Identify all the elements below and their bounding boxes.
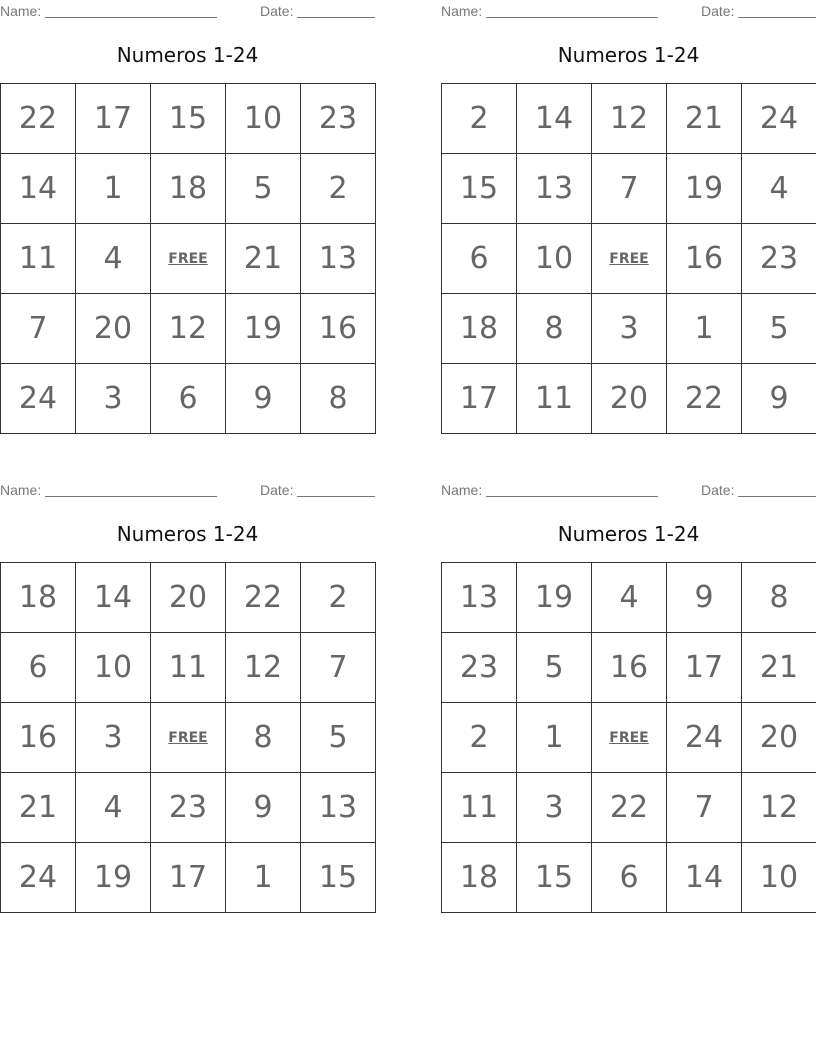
- grid-row: [442, 154, 816, 224]
- number-cell: 10: [226, 84, 301, 154]
- number-cell: 14: [1, 154, 76, 224]
- grid-row: [442, 224, 816, 294]
- number-cell: 15: [151, 84, 226, 154]
- number-cell: 13: [301, 773, 376, 843]
- grid-row: [1, 563, 376, 633]
- number-cell: 1: [76, 154, 151, 224]
- bingo-card: [0, 0, 375, 435]
- number-cell: 20: [742, 703, 816, 773]
- number-cell: 19: [667, 154, 742, 224]
- number-cell: 16: [301, 294, 376, 364]
- grid-row: [1, 703, 376, 773]
- date-label: Date:: [701, 482, 735, 498]
- number-cell: 17: [151, 843, 226, 913]
- bingo-grid: [441, 83, 816, 434]
- card-header: [441, 482, 816, 498]
- number-cell: 20: [151, 563, 226, 633]
- number-cell: 14: [667, 843, 742, 913]
- free-space-cell: FREE: [151, 703, 226, 773]
- number-cell: 8: [517, 294, 592, 364]
- number-cell: 16: [667, 224, 742, 294]
- number-cell: 5: [301, 703, 376, 773]
- number-cell: 21: [667, 84, 742, 154]
- number-cell: 3: [76, 703, 151, 773]
- date-blank-line: [738, 496, 816, 497]
- number-cell: 12: [226, 633, 301, 703]
- number-cell: 20: [592, 364, 667, 434]
- date-blank-line: [297, 17, 375, 18]
- date-label: Date:: [260, 3, 294, 19]
- bingo-card: [441, 0, 816, 435]
- number-cell: 12: [592, 84, 667, 154]
- number-cell: 3: [592, 294, 667, 364]
- grid-row: [1, 843, 376, 913]
- number-cell: 15: [301, 843, 376, 913]
- grid-row: [442, 84, 816, 154]
- grid-row: [1, 773, 376, 843]
- number-cell: 18: [151, 154, 226, 224]
- number-cell: 2: [442, 84, 517, 154]
- number-cell: 22: [226, 563, 301, 633]
- name-label: Name:: [0, 3, 42, 19]
- number-cell: 4: [76, 773, 151, 843]
- free-space-cell: FREE: [592, 703, 667, 773]
- number-cell: 9: [226, 773, 301, 843]
- grid-row: [1, 154, 376, 224]
- number-cell: 6: [1, 633, 76, 703]
- bingo-grid: [0, 562, 376, 913]
- number-cell: 23: [442, 633, 517, 703]
- number-cell: 4: [592, 563, 667, 633]
- bingo-grid: [0, 83, 376, 434]
- name-label: Name:: [441, 3, 483, 19]
- number-cell: 11: [517, 364, 592, 434]
- number-cell: 24: [1, 843, 76, 913]
- number-cell: 24: [742, 84, 816, 154]
- name-label: Name:: [0, 482, 42, 498]
- number-cell: 14: [76, 563, 151, 633]
- number-cell: 15: [442, 154, 517, 224]
- card-title: Numeros 1-24: [116, 43, 259, 67]
- name-blank-line: [486, 17, 658, 18]
- grid-row: [1, 224, 376, 294]
- number-cell: 21: [742, 633, 816, 703]
- number-cell: 19: [226, 294, 301, 364]
- number-cell: 19: [517, 563, 592, 633]
- number-cell: 18: [1, 563, 76, 633]
- number-cell: 2: [301, 154, 376, 224]
- number-cell: 24: [1, 364, 76, 434]
- number-cell: 4: [742, 154, 816, 224]
- card-title: Numeros 1-24: [557, 522, 700, 546]
- number-cell: 1: [667, 294, 742, 364]
- number-cell: 16: [1, 703, 76, 773]
- number-cell: 3: [76, 364, 151, 434]
- number-cell: 9: [742, 364, 816, 434]
- number-cell: 23: [151, 773, 226, 843]
- grid-row: [1, 633, 376, 703]
- name-blank-line: [45, 17, 217, 18]
- number-cell: 24: [667, 703, 742, 773]
- number-cell: 17: [442, 364, 517, 434]
- grid-row: [442, 633, 816, 703]
- number-cell: 9: [226, 364, 301, 434]
- number-cell: 5: [226, 154, 301, 224]
- number-cell: 11: [442, 773, 517, 843]
- card-title: Numeros 1-24: [116, 522, 259, 546]
- bingo-card: [0, 479, 375, 914]
- number-cell: 6: [151, 364, 226, 434]
- card-title: Numeros 1-24: [557, 43, 700, 67]
- number-cell: 10: [742, 843, 816, 913]
- number-cell: 17: [76, 84, 151, 154]
- number-cell: 14: [517, 84, 592, 154]
- number-cell: 7: [1, 294, 76, 364]
- number-cell: 21: [226, 224, 301, 294]
- card-header: [441, 3, 816, 19]
- number-cell: 13: [442, 563, 517, 633]
- card-header: [0, 482, 375, 498]
- bingo-card: [441, 479, 816, 914]
- number-cell: 8: [742, 563, 816, 633]
- number-cell: 12: [742, 773, 816, 843]
- number-cell: 1: [226, 843, 301, 913]
- number-cell: 2: [442, 703, 517, 773]
- number-cell: 10: [517, 224, 592, 294]
- number-cell: 13: [517, 154, 592, 224]
- number-cell: 23: [301, 84, 376, 154]
- number-cell: 23: [742, 224, 816, 294]
- number-cell: 7: [592, 154, 667, 224]
- number-cell: 21: [1, 773, 76, 843]
- number-cell: 12: [151, 294, 226, 364]
- grid-row: [442, 773, 816, 843]
- number-cell: 4: [76, 224, 151, 294]
- grid-row: [442, 294, 816, 364]
- number-cell: 11: [151, 633, 226, 703]
- number-cell: 18: [442, 843, 517, 913]
- date-blank-line: [297, 496, 375, 497]
- number-cell: 3: [517, 773, 592, 843]
- bingo-grid: [441, 562, 816, 913]
- number-cell: 6: [592, 843, 667, 913]
- number-cell: 22: [1, 84, 76, 154]
- number-cell: 2: [301, 563, 376, 633]
- number-cell: 20: [76, 294, 151, 364]
- number-cell: 19: [76, 843, 151, 913]
- date-label: Date:: [701, 3, 735, 19]
- number-cell: 7: [301, 633, 376, 703]
- number-cell: 8: [301, 364, 376, 434]
- number-cell: 13: [301, 224, 376, 294]
- number-cell: 5: [517, 633, 592, 703]
- number-cell: 18: [442, 294, 517, 364]
- number-cell: 7: [667, 773, 742, 843]
- name-blank-line: [486, 496, 658, 497]
- number-cell: 10: [76, 633, 151, 703]
- number-cell: 5: [742, 294, 816, 364]
- free-space-cell: FREE: [151, 224, 226, 294]
- grid-row: [442, 364, 816, 434]
- number-cell: 22: [592, 773, 667, 843]
- number-cell: 11: [1, 224, 76, 294]
- number-cell: 22: [667, 364, 742, 434]
- card-header: [0, 3, 375, 19]
- date-label: Date:: [260, 482, 294, 498]
- grid-row: [442, 703, 816, 773]
- name-blank-line: [45, 496, 217, 497]
- number-cell: 1: [517, 703, 592, 773]
- number-cell: 16: [592, 633, 667, 703]
- number-cell: 17: [667, 633, 742, 703]
- name-label: Name:: [441, 482, 483, 498]
- grid-row: [1, 364, 376, 434]
- grid-row: [1, 294, 376, 364]
- grid-row: [442, 563, 816, 633]
- grid-row: [442, 843, 816, 913]
- number-cell: 6: [442, 224, 517, 294]
- free-space-cell: FREE: [592, 224, 667, 294]
- number-cell: 9: [667, 563, 742, 633]
- number-cell: 8: [226, 703, 301, 773]
- date-blank-line: [738, 17, 816, 18]
- grid-row: [1, 84, 376, 154]
- number-cell: 15: [517, 843, 592, 913]
